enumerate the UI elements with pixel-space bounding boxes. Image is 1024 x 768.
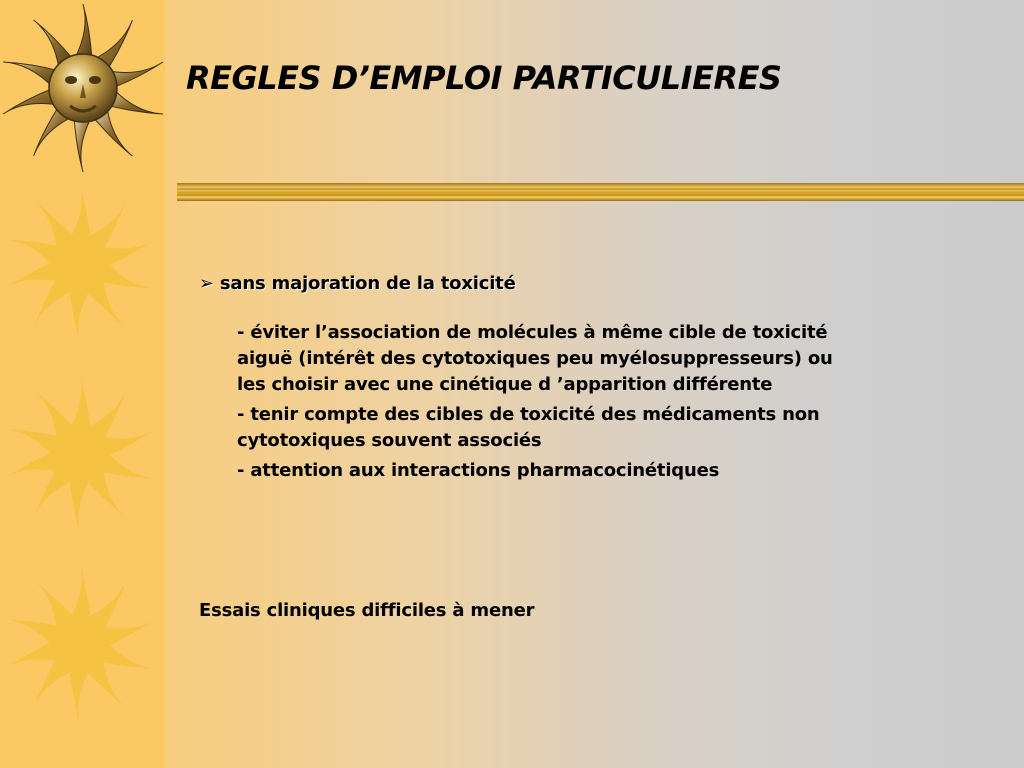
arrowhead-bullet-icon: ➢ xyxy=(199,273,214,294)
sun-icon xyxy=(2,370,162,540)
metal-sun-ray xyxy=(74,4,92,60)
list-item-line: les choisir avec une cinétique d ’apparition différente xyxy=(237,374,773,395)
list-item xyxy=(237,458,833,484)
list-item-line: aiguë (intérêt des cytotoxiques peu myélosuppresseurs) ou xyxy=(237,348,833,369)
list-item-line: - tenir compte des cibles de toxicité des médicaments non xyxy=(237,404,820,425)
sun-ray xyxy=(69,288,91,344)
sidebar xyxy=(0,0,165,768)
slide-title: REGLES D’EMPLOI PARTICULIERES xyxy=(186,59,782,97)
list-item-line: cytotoxiques souvent associés xyxy=(237,430,542,451)
sun-ray xyxy=(69,184,91,240)
bullet-heading-text: sans majoration de la toxicité xyxy=(219,273,516,294)
bullet-items xyxy=(237,320,833,488)
sun-icon xyxy=(2,180,162,350)
footer-note: Essais cliniques difficiles à mener xyxy=(199,600,535,621)
sun-icon xyxy=(2,560,162,730)
list-item-line: - attention aux interactions pharmacocinétiques xyxy=(237,460,720,481)
list-item-line: - éviter l’association de molécules à même cible de toxicité xyxy=(237,322,828,343)
list-item xyxy=(237,402,833,454)
sun-ray xyxy=(69,668,91,724)
gold-divider-rule xyxy=(177,181,1024,203)
sun-ray xyxy=(69,564,91,620)
metal-sun-ray xyxy=(74,116,92,172)
sun-ray xyxy=(69,478,91,534)
sun-ray xyxy=(69,374,91,430)
metal-sun-face-icon xyxy=(0,0,165,175)
bullet-heading xyxy=(199,272,516,296)
list-item xyxy=(237,320,833,398)
